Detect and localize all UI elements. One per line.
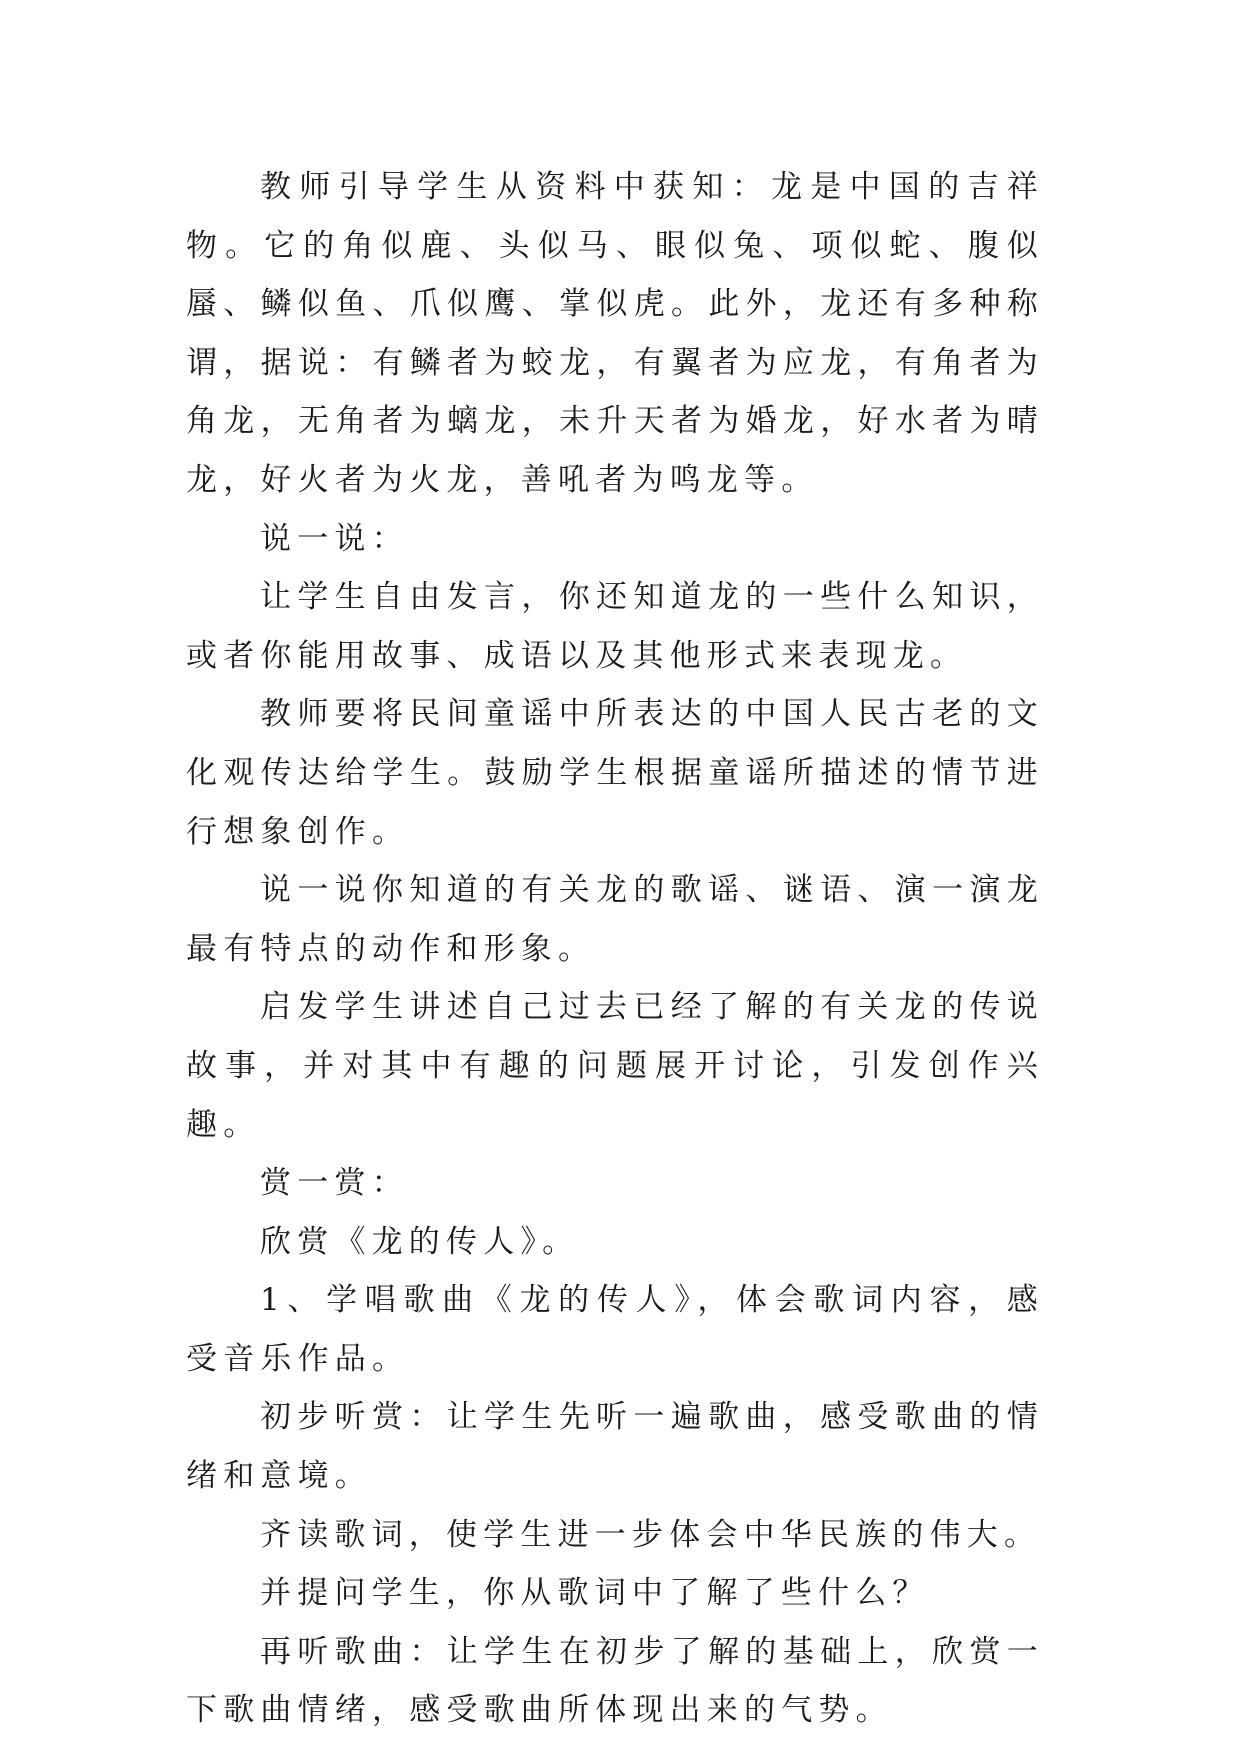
paragraph-free-speech: 让学生自由发言，你还知道龙的一些什么知识，或者你能用故事、成语以及其他形式来表现龙。 (186, 579, 1044, 674)
paragraph-folk-rhymes: 教师要将民间童谣中所表达的中国人民古老的文化观传达给学生。鼓励学生根据童谣所描述的情节进行想象创作。 (186, 696, 1044, 850)
paragraph-legends: 启发学生讲述自己过去已经了解的有关龙的传说故事，并对其中有趣的问题展开讨论，引发创作兴趣。 (186, 989, 1044, 1143)
document-body (186, 158, 1044, 1740)
paragraph-learn-song: 1、学唱歌曲《龙的传人》，体会歌词内容，感受音乐作品。 (186, 1282, 1044, 1377)
paragraph-heading-appreciate: 赏一赏： (260, 1165, 409, 1202)
paragraph-songs-riddles: 说一说你知道的有关龙的歌谣、谜语、演一演龙最有特点的动作和形象。 (186, 872, 1044, 967)
paragraph-first-listen: 初步听赏：让学生先听一遍歌曲，感受歌曲的情绪和意境。 (186, 1399, 1044, 1495)
paragraph-dragon-description: 教师引导学生从资料中获知：龙是中国的吉祥物。它的角似鹿、头似马、眼似兔、项似蛇、腹似蜃、鳞似鱼、爪似鹰、掌似虎。此外，龙还有多种称谓，据说：有鳞者为蛟龙，有翼者为应龙，有角者为角龙，无角者为螭龙，未升天者为婚龙，好水者为晴龙，好火者为火龙，善吼者为鸣龙等。 (186, 169, 1044, 498)
paragraph-read-lyrics: 齐读歌词，使学生进一步体会中华民族的伟大。 (260, 1516, 1042, 1553)
paragraph-ask-question: 并提问学生，你从歌词中了解了些什么？ (260, 1575, 930, 1612)
paragraph-appreciate-song: 欣赏《龙的传人》。 (260, 1223, 580, 1260)
paragraph-listen-again: 再听歌曲：让学生在初步了解的基础上，欣赏一下歌曲情绪，感受歌曲所体现出来的气势。 (186, 1633, 1044, 1729)
paragraph-heading-speak: 说一说： (260, 520, 409, 557)
